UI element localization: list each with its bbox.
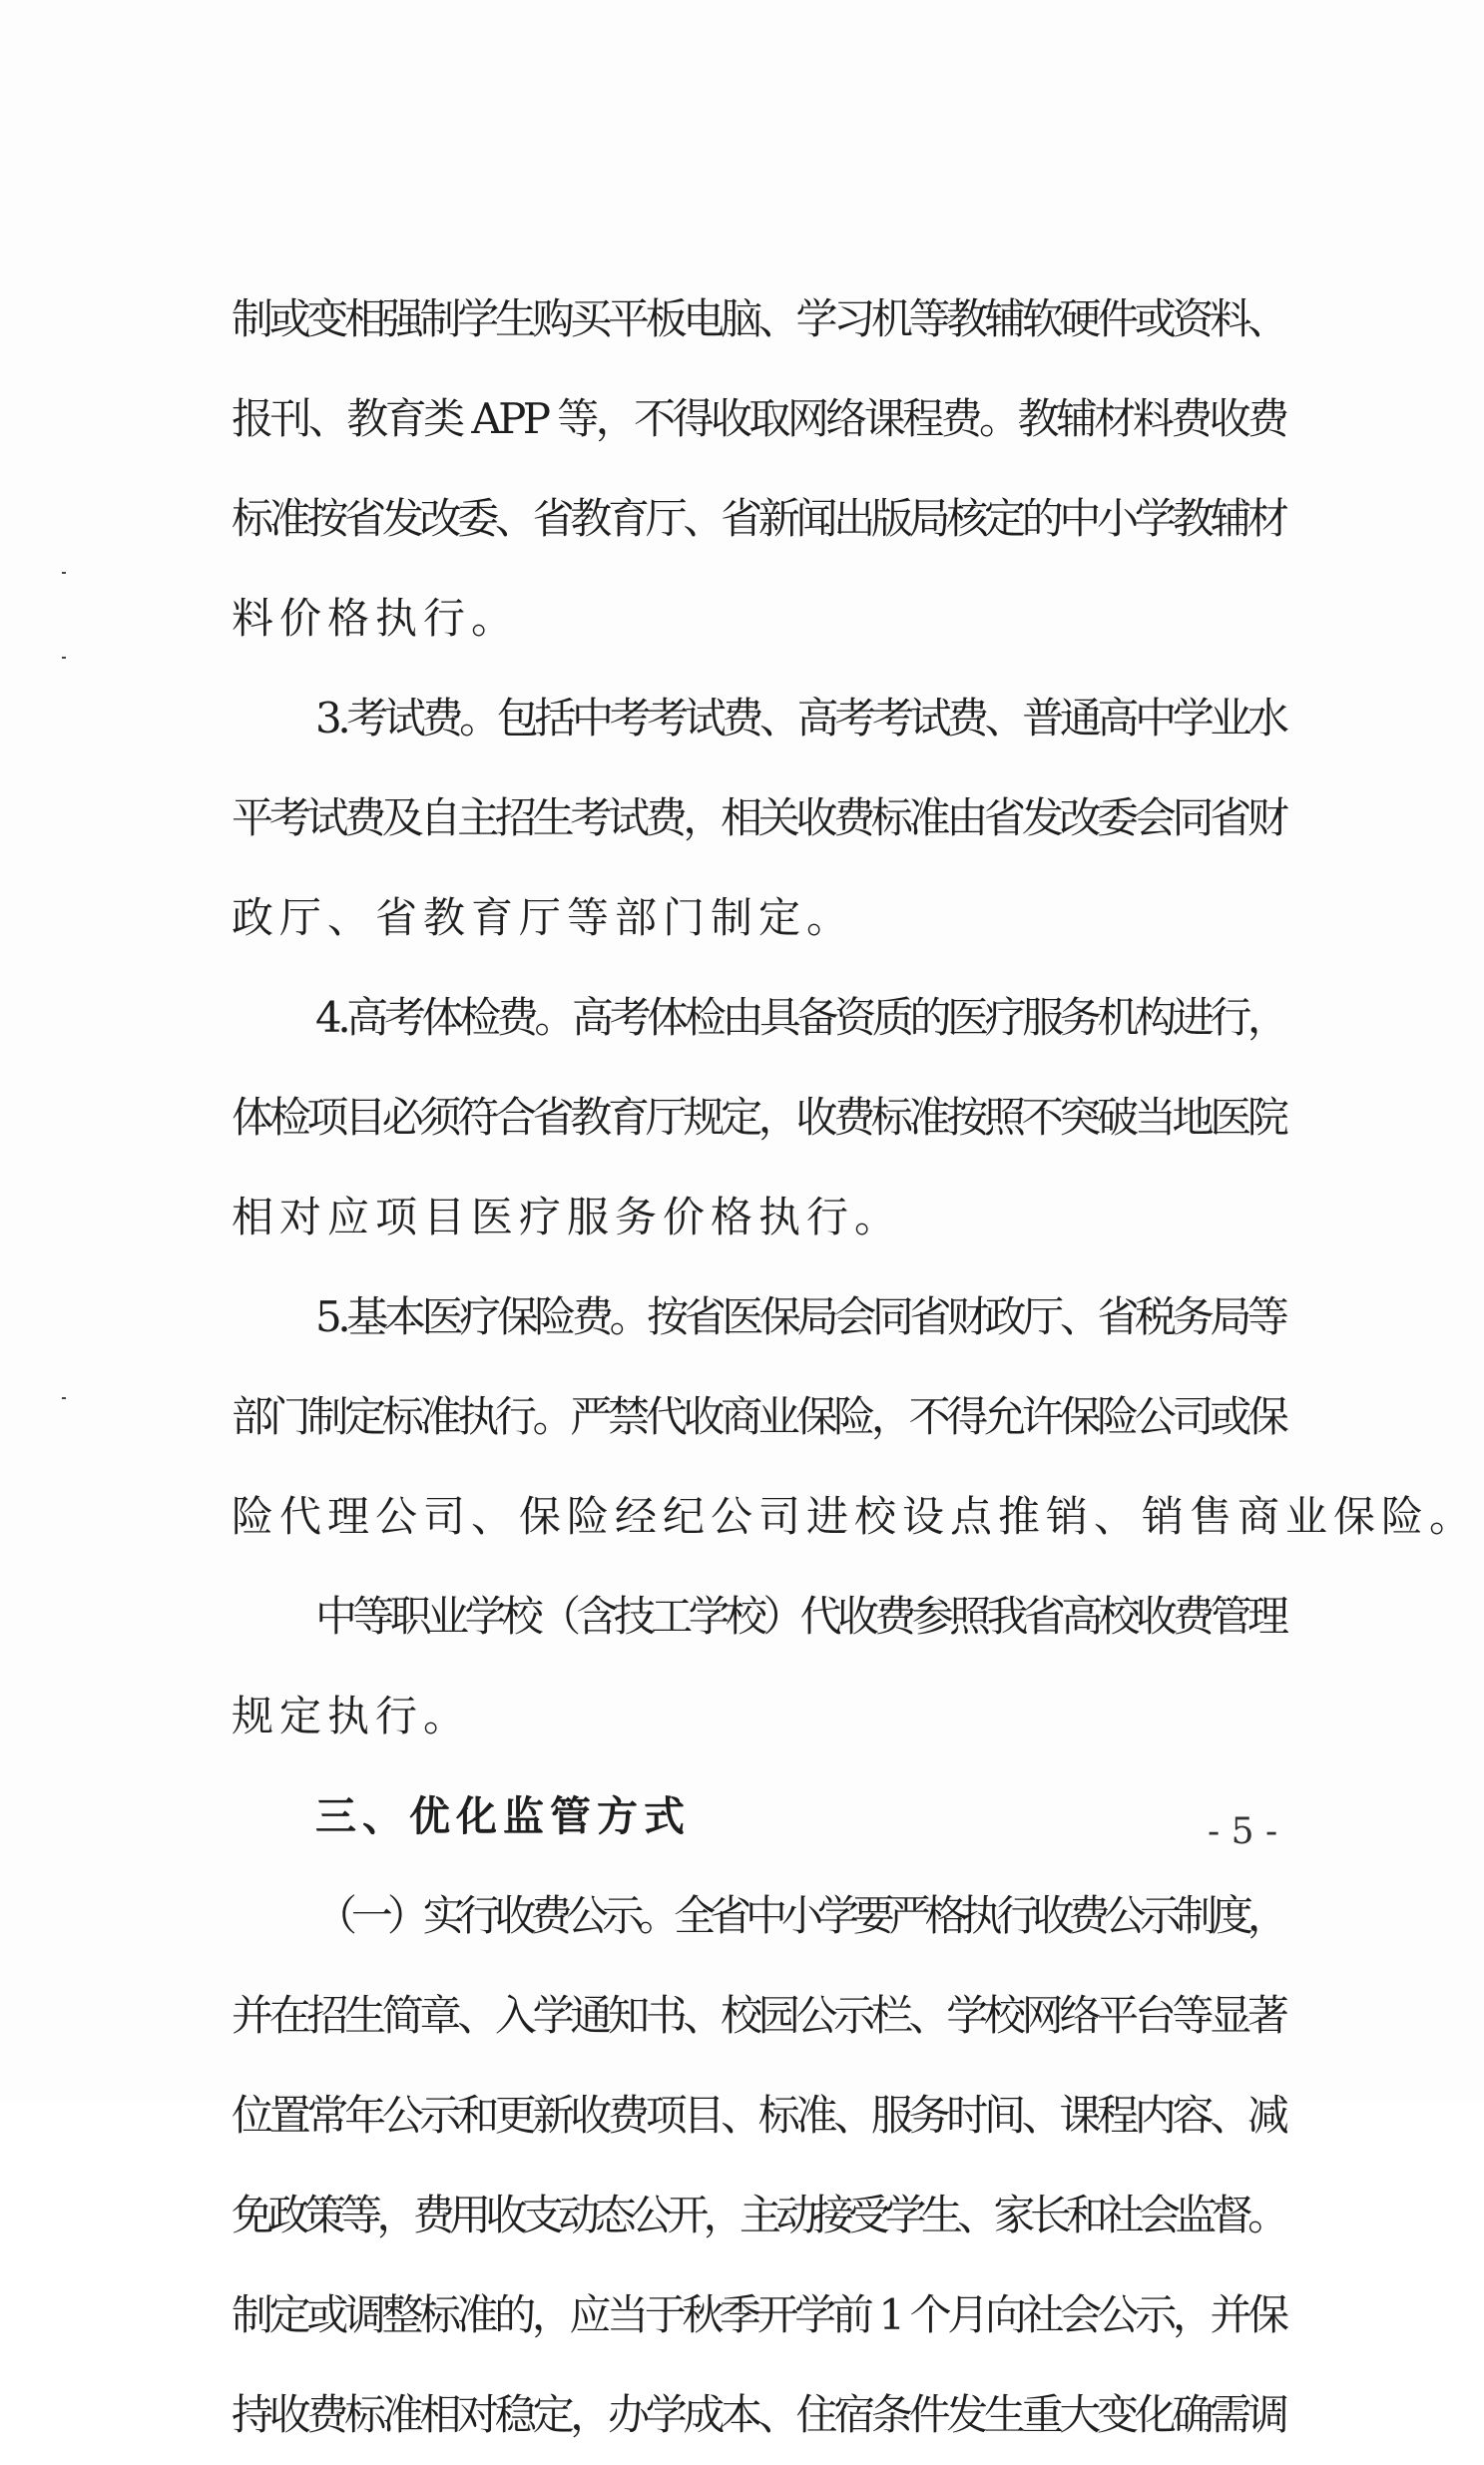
- text-line: 体检项目必须符合省教育厅规定，收费标准按照不突破当地医院: [232, 1093, 1285, 1142]
- text-line: 险代理公司、保险经纪公司进校设点推销、销售商业保险。: [232, 1492, 1478, 1541]
- text-line: 3.考试费。包括中考考试费、高考考试费、普通高中学业水: [315, 694, 1285, 742]
- scan-mark: [62, 657, 66, 659]
- text-line: 标准按省发改委、省教育厅、省新闻出版局核定的中小学教辅材: [232, 494, 1285, 543]
- section-heading: 三、优化监管方式: [315, 1792, 691, 1840]
- page-number: - 5 -: [1208, 1811, 1278, 1852]
- text-line: 规定执行。: [232, 1692, 472, 1740]
- scan-mark: [62, 1397, 66, 1399]
- text-line: 料价格执行。: [232, 594, 520, 643]
- text-line: 报刊、教育类 APP 等，不得收取网络课程费。教辅材料费收费: [232, 394, 1286, 443]
- text-line: 制定或调整标准的，应当于秋季开学前 1 个月向社会公示，并保: [232, 2290, 1285, 2339]
- text-line: 中等职业学校（含技工学校）代收费参照我省高校收费管理: [315, 1592, 1285, 1641]
- text-line: 部门制定标准执行。严禁代收商业保险，不得允许保险公司或保: [232, 1392, 1285, 1441]
- text-line: 持收费标准相对稳定，办学成本、住宿条件发生重大变化确需调: [232, 2390, 1285, 2439]
- text-line: 免政策等，费用收支动态公开，主动接受学生、家长和社会监督。: [232, 2191, 1284, 2239]
- text-line: 并在招生简章、入学通知书、校园公示栏、学校网络平台等显著: [232, 1991, 1285, 2040]
- text-line: 5.基本医疗保险费。按省医保局会同省财政厅、省税务局等: [315, 1292, 1285, 1341]
- text-line: 平考试费及自主招生考试费，相关收费标准由省发改委会同省财: [232, 793, 1285, 842]
- text-line: （一）实行收费公示。全省中小学要严格执行收费公示制度，: [315, 1891, 1283, 1940]
- scan-mark: [62, 572, 66, 574]
- text-line: 制或变相强制学生购买平板电脑、学习机等教辅软硬件或资料、: [232, 294, 1285, 343]
- text-line: 位置常年公示和更新收费项目、标准、服务时间、课程内容、减: [232, 2091, 1285, 2140]
- text-line: 4.高考体检费。高考体检由具备资质的医疗服务机构进行，: [315, 993, 1285, 1042]
- text-line: 相对应项目医疗服务价格执行。: [232, 1193, 903, 1241]
- body-text: [232, 269, 1478, 2465]
- text-line: 政厅、省教育厅等部门制定。: [232, 893, 855, 942]
